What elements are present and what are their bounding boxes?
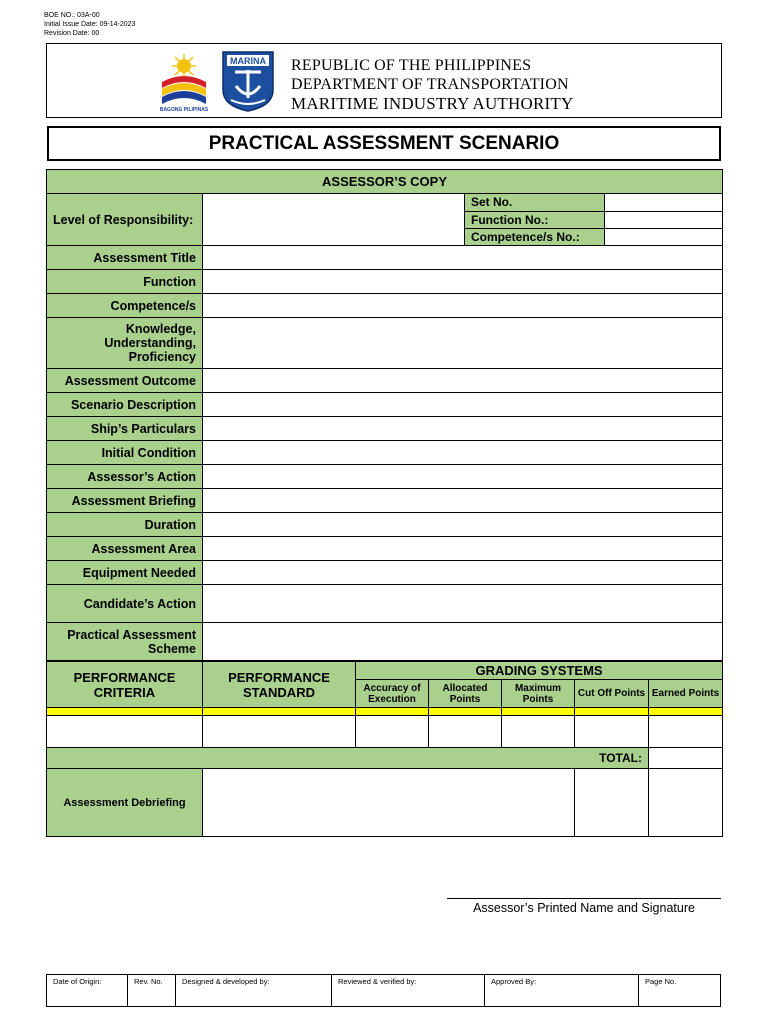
footer-table	[46, 974, 721, 1007]
earned-cell[interactable]	[649, 716, 723, 748]
org-line-1: REPUBLIC OF THE PHILIPPINES	[291, 57, 532, 74]
col-cut-off-points: Cut Off Points	[575, 680, 649, 708]
row-field-assessors-action[interactable]	[203, 465, 723, 489]
row-field-equipment-needed[interactable]	[203, 561, 723, 585]
logo1-caption: BAGONG PILIPINAS	[159, 107, 209, 112]
set-no-label: Set No.	[465, 194, 604, 211]
total-label: TOTAL:	[47, 748, 649, 769]
footer-page-no: Page No.	[639, 975, 721, 1007]
row-field-ships-particulars[interactable]	[203, 417, 723, 441]
row-label-candidates-action: Candidate’s Action	[47, 585, 203, 623]
row-label-initial-condition: Initial Condition	[47, 441, 203, 465]
standard-cell[interactable]	[203, 716, 356, 748]
allocated-cell[interactable]	[429, 716, 502, 748]
row-label-assessment-title: Assessment Title	[47, 246, 203, 270]
col-maximum-points: Maximum Points	[502, 680, 575, 708]
col-accuracy-of-execution: Accuracy of Execution	[356, 680, 429, 708]
row-label-competence: Competence/s	[47, 294, 203, 318]
row-field-assessment-outcome[interactable]	[203, 369, 723, 393]
row-field-assessment-title[interactable]	[203, 246, 723, 270]
page-title: PRACTICAL ASSESSMENT SCENARIO	[47, 126, 721, 161]
performance-criteria-header: PERFORMANCE CRITERIA	[47, 662, 203, 708]
competence-no-label: Competence/s No.:	[465, 228, 604, 245]
row-label-assessors-action: Assessor’s Action	[47, 465, 203, 489]
boe-number: BOE NO.: 03A-00	[44, 12, 100, 19]
maximum-cell[interactable]	[502, 716, 575, 748]
row-field-candidates-action[interactable]	[203, 585, 723, 623]
logo2-caption: MARINA	[230, 56, 266, 66]
cutoff-cell[interactable]	[575, 716, 649, 748]
footer-rev-no: Rev. No.	[128, 975, 176, 1007]
competence-no-field[interactable]	[604, 228, 722, 245]
accuracy-cell[interactable]	[356, 716, 429, 748]
row-label-assessment-outcome: Assessment Outcome	[47, 369, 203, 393]
performance-standard-header: PERFORMANCE STANDARD	[203, 662, 356, 708]
row-field-initial-condition[interactable]	[203, 441, 723, 465]
footer-designed-by: Designed & developed by:	[176, 975, 332, 1007]
highlight-row	[47, 708, 723, 716]
grading-systems-header: GRADING SYSTEMS	[356, 662, 723, 680]
assessment-debriefing-label: Assessment Debriefing	[47, 769, 203, 837]
row-label-practical-assessment-scheme: Practical Assessment Scheme	[47, 623, 203, 661]
row-label-duration: Duration	[47, 513, 203, 537]
criteria-cell[interactable]	[47, 716, 203, 748]
row-label-assessment-briefing: Assessment Briefing	[47, 489, 203, 513]
letterhead	[46, 43, 722, 118]
org-line-2: DEPARTMENT OF TRANSPORTATION	[291, 76, 569, 93]
set-no-field[interactable]	[604, 194, 722, 211]
row-field-practical-assessment-scheme[interactable]	[203, 623, 723, 661]
signature-label: Assessor’s Printed Name and Signature	[473, 901, 695, 915]
row-field-assessment-area[interactable]	[203, 537, 723, 561]
row-field-duration[interactable]	[203, 513, 723, 537]
footer-date-of-origin: Date of Origin:	[47, 975, 128, 1007]
revision-date: Revision Date: 00	[44, 30, 100, 37]
col-allocated-points: Allocated Points	[429, 680, 502, 708]
bagong-pilipinas-logo	[159, 52, 209, 112]
marina-logo	[221, 50, 275, 112]
row-label-scenario-description: Scenario Description	[47, 393, 203, 417]
signature-line	[447, 898, 721, 899]
row-field-competence[interactable]	[203, 294, 723, 318]
assessors-copy-heading: ASSESSOR’S COPY	[47, 170, 723, 194]
grading-table	[46, 661, 723, 837]
level-of-responsibility-label: Level of Responsibility:	[47, 194, 203, 246]
row-label-knowledge: Knowledge, Understanding, Proficiency	[47, 318, 203, 369]
issue-date: Initial Issue Date: 09-14-2023	[44, 21, 136, 28]
footer-reviewed-by: Reviewed & verified by:	[332, 975, 485, 1007]
row-label-ships-particulars: Ship’s Particulars	[47, 417, 203, 441]
row-field-function[interactable]	[203, 270, 723, 294]
row-field-assessment-briefing[interactable]	[203, 489, 723, 513]
level-of-responsibility-field[interactable]	[203, 194, 465, 246]
function-no-label: Function No.:	[465, 211, 604, 228]
footer-approved-by: Approved By:	[485, 975, 639, 1007]
organization-name	[291, 56, 573, 113]
col-earned-points: Earned Points	[649, 680, 723, 708]
debriefing-cutoff-cell[interactable]	[575, 769, 649, 837]
set-info-table	[465, 194, 722, 245]
row-field-knowledge[interactable]	[203, 318, 723, 369]
row-label-equipment-needed: Equipment Needed	[47, 561, 203, 585]
row-field-scenario-description[interactable]	[203, 393, 723, 417]
assessment-debriefing-field[interactable]	[203, 769, 575, 837]
document-meta	[44, 11, 135, 38]
function-no-field[interactable]	[604, 211, 722, 228]
assessment-form-table	[46, 169, 723, 661]
debriefing-earned-cell[interactable]	[649, 769, 723, 837]
org-line-3: MARITIME INDUSTRY AUTHORITY	[291, 94, 574, 113]
total-field[interactable]	[649, 748, 723, 769]
row-label-function: Function	[47, 270, 203, 294]
row-label-assessment-area: Assessment Area	[47, 537, 203, 561]
criteria-row	[47, 716, 723, 748]
